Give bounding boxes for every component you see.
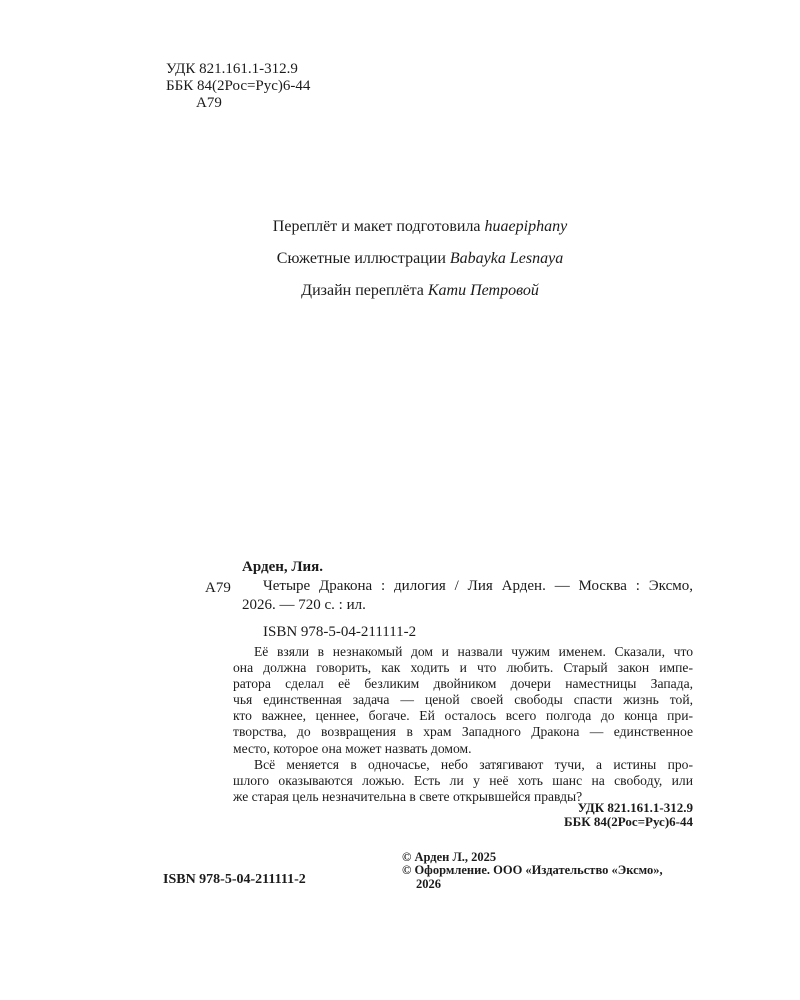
copyright-publisher-year: 2026	[416, 876, 441, 891]
cip-bibliographic-description	[242, 577, 693, 614]
credit-role: Переплёт и макет подготовила	[272, 218, 481, 235]
text-line: Четыре Дракона : дилогия / Лия Арден. — Москва : Эксмо,	[263, 578, 693, 594]
cip-author-heading: Арден, Лия.	[242, 559, 324, 575]
annotation-block	[233, 644, 693, 805]
bbk-code-bottom: ББК 84(2Рос=Рус)6-44	[564, 814, 693, 829]
top-classification-codes	[166, 61, 310, 112]
text-line: она должна говорить, как ходить и что любить. Старый закон импе-	[233, 660, 693, 676]
credit-line-cover-design	[120, 281, 720, 301]
text-line: Всё меняется в одночасье, небо затягивают тучи, а истины про-	[254, 756, 693, 772]
credit-line-cover-layout	[120, 217, 720, 237]
text-line: творства, до возвращения в храм Западного Дракона — единственное	[233, 724, 693, 740]
credit-name: Babayka Lesnaya	[449, 250, 564, 267]
text-line: шлого оказываются ложью. Есть ли у неё хоть шанс на свободу, или	[233, 772, 693, 788]
credits-block	[120, 217, 720, 313]
text-line: ратора сделал её безликим двойником дочери наместницы Запада,	[233, 676, 693, 692]
credit-role: Дизайн переплёта	[301, 282, 424, 299]
text-line: чья единственная задача — ценой своей свободы спасти жизнь той,	[233, 692, 693, 708]
bottom-classification-codes	[380, 801, 693, 829]
text-line: 2026. — 720 с. : ил.	[242, 596, 366, 613]
credit-name: huaepiphany	[484, 218, 568, 235]
text-line: же старая цель незначительна в свете открывшейся правды?	[233, 788, 583, 804]
udk-code-bottom: УДК 821.161.1-312.9	[577, 800, 693, 815]
annotation-paragraph-2	[233, 757, 693, 805]
cataloging-in-publication-block	[205, 558, 693, 641]
text-line: место, которое она может назвать домом.	[233, 740, 472, 756]
copyright-block	[402, 851, 702, 891]
bbk-code: ББК 84(2Рос=Рус)6-44	[166, 78, 311, 94]
credit-name: Кати Петровой	[427, 282, 539, 299]
text-line: Её взяли в незнакомый дом и назвали чужим именем. Сказали, что	[254, 644, 693, 659]
credit-role: Сюжетные иллюстрации	[276, 250, 446, 267]
author-sign-code: А79	[196, 95, 222, 111]
text-line: кто важнее, ценнее, богаче. Ей осталось всего полгода до конца при-	[233, 708, 693, 724]
annotation-paragraph-1	[233, 644, 693, 757]
credit-line-illustrations	[120, 249, 720, 269]
cip-author-code: А79	[205, 580, 231, 596]
copyright-author-line: © Арден Л., 2025	[402, 850, 497, 864]
footer-isbn: ISBN 978-5-04-211111-2	[163, 872, 306, 887]
udk-code: УДК 821.161.1-312.9	[166, 61, 298, 77]
copyright-publisher-line: © Оформление. ООО «Издательство «Эксмо»,	[402, 863, 663, 878]
cip-isbn: ISBN 978-5-04-211111-2	[263, 624, 417, 640]
